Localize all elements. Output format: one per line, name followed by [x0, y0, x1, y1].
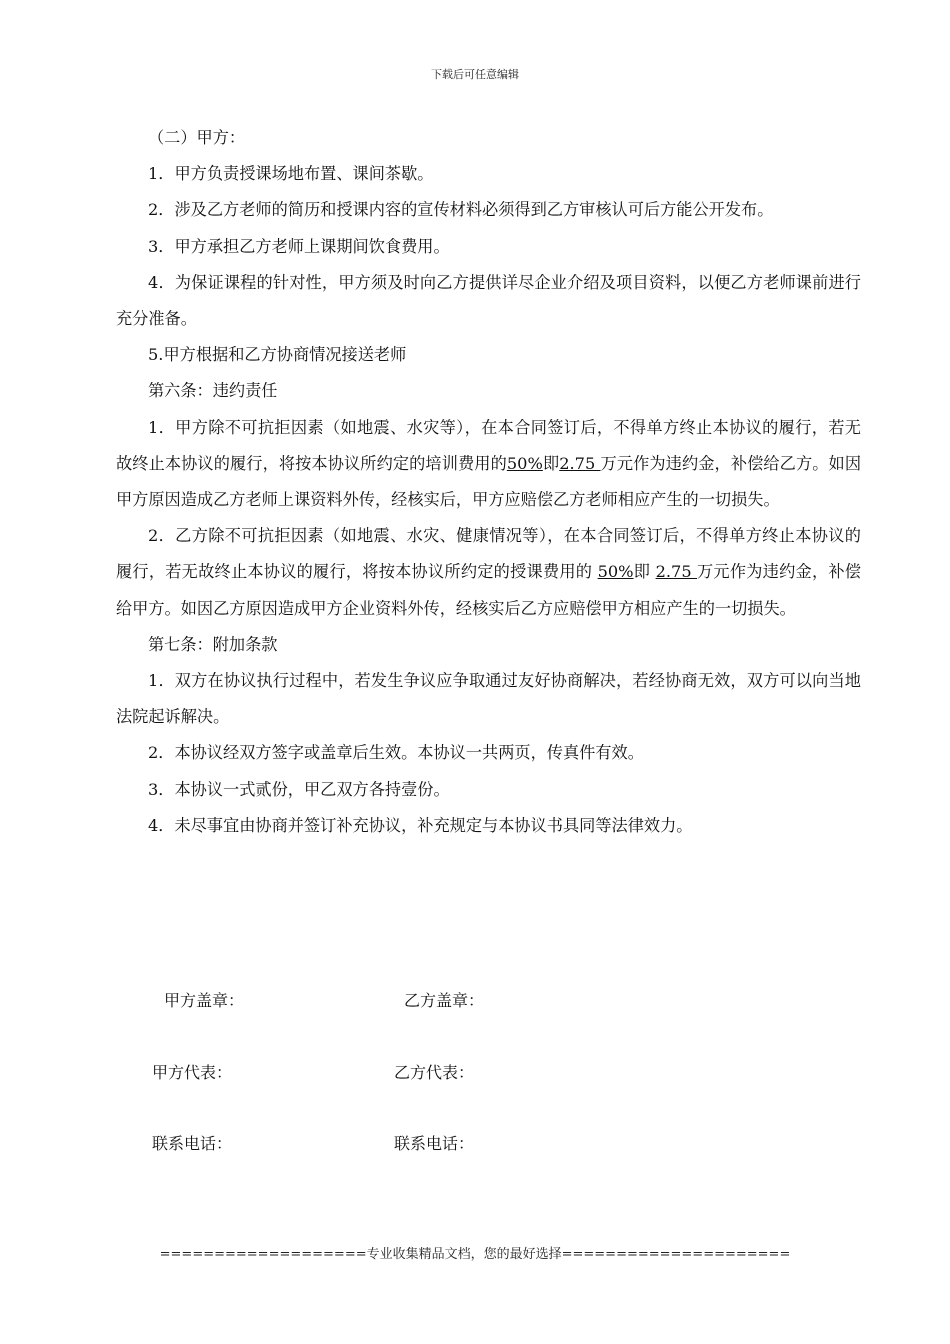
page-header: 下载后可任意编辑 [431, 68, 519, 81]
page-footer: ===================专业收集精品文档，您的最好选择===================== [159, 1247, 791, 1262]
additional-clause-4: 4．未尽事宜由协商并签订补充协议，补充规定与本协议书具同等法律效力。 [148, 815, 693, 835]
party-b-rep-label: 乙方代表： [394, 1063, 475, 1082]
breach-1-text-c: 万元作为违约金，补偿给乙方。如因甲方原因造成乙方老师上课资料外传，经核实后，甲方应赔偿乙方老师相应产生的一切损失。 [116, 453, 862, 510]
party-b-phone-label: 联系电话： [394, 1134, 475, 1153]
clause-a3: 3．甲方承担乙方老师上课期间饮食费用。 [148, 236, 450, 256]
additional-clause-2: 2．本协议经双方签字或盖章后生效。本协议一共两页，传真件有效。 [148, 743, 644, 763]
breach-clause-1 [116, 410, 861, 519]
article-seven-heading: 第七条：附加条款 [148, 634, 278, 654]
party-a-phone-label: 联系电话： [152, 1134, 233, 1153]
party-a-rep-label: 甲方代表： [152, 1063, 233, 1082]
party-a-seal-label: 甲方盖章： [164, 991, 245, 1010]
clause-a4: 4．为保证课程的针对性，甲方须及时向乙方提供详尽企业介绍及项目资料，以便乙方老师课前进行充分准备。 [116, 272, 861, 329]
contract-body [116, 120, 861, 844]
breach-2-percent: 50% [597, 562, 634, 582]
article-six-heading: 第六条：违约责任 [148, 381, 278, 401]
breach-2-text-c: 万元作为违约金，补偿给甲方。如因乙方原因造成甲方企业资料外传，经核实后乙方应赔偿甲方相应产生的一切损失。 [116, 562, 861, 618]
breach-1-text-a: 1．甲方除不可抗拒因素（如地震、水灾等），在本合同签订后，不得单方终止本协议的履行，若无故终止本协议的履行，将按本协议所约定的培训费用的 [116, 417, 861, 473]
additional-clause-1: 1．双方在协议执行过程中，若发生争议应争取通过友好协商解决，若经协商无效，双方可以向当地法院起诉解决。 [116, 671, 861, 727]
additional-clause-3: 3．本协议一式贰份，甲乙双方各持壹份。 [148, 779, 450, 799]
breach-2-text-a: 2．乙方除不可抗拒因素（如地震、水灾、健康情况等），在本合同签订后，不得单方终止本协议的履行，若无故终止本协议的履行，将按本协议所约定的授课费用的 [116, 526, 861, 582]
breach-1-amount: 2.75 [559, 453, 601, 473]
clause-a2: 2．涉及乙方老师的简历和授课内容的宣传材料必须得到乙方审核认可后方能公开发布。 [148, 200, 774, 220]
clause-a5: 5.甲方根据和乙方协商情况接送老师 [148, 345, 407, 365]
breach-2-amount: 2.75 [655, 562, 697, 582]
breach-1-percent: 50% [506, 453, 543, 473]
section-party-a-heading: （二）甲方： [148, 128, 246, 147]
party-b-seal-label: 乙方盖章： [404, 991, 485, 1010]
breach-clause-2 [116, 518, 861, 627]
clause-a1: 1．甲方负责授课场地布置、课间茶歇。 [148, 164, 434, 184]
breach-2-text-b: 即 [633, 562, 656, 582]
breach-1-text-b: 即 [542, 453, 560, 473]
